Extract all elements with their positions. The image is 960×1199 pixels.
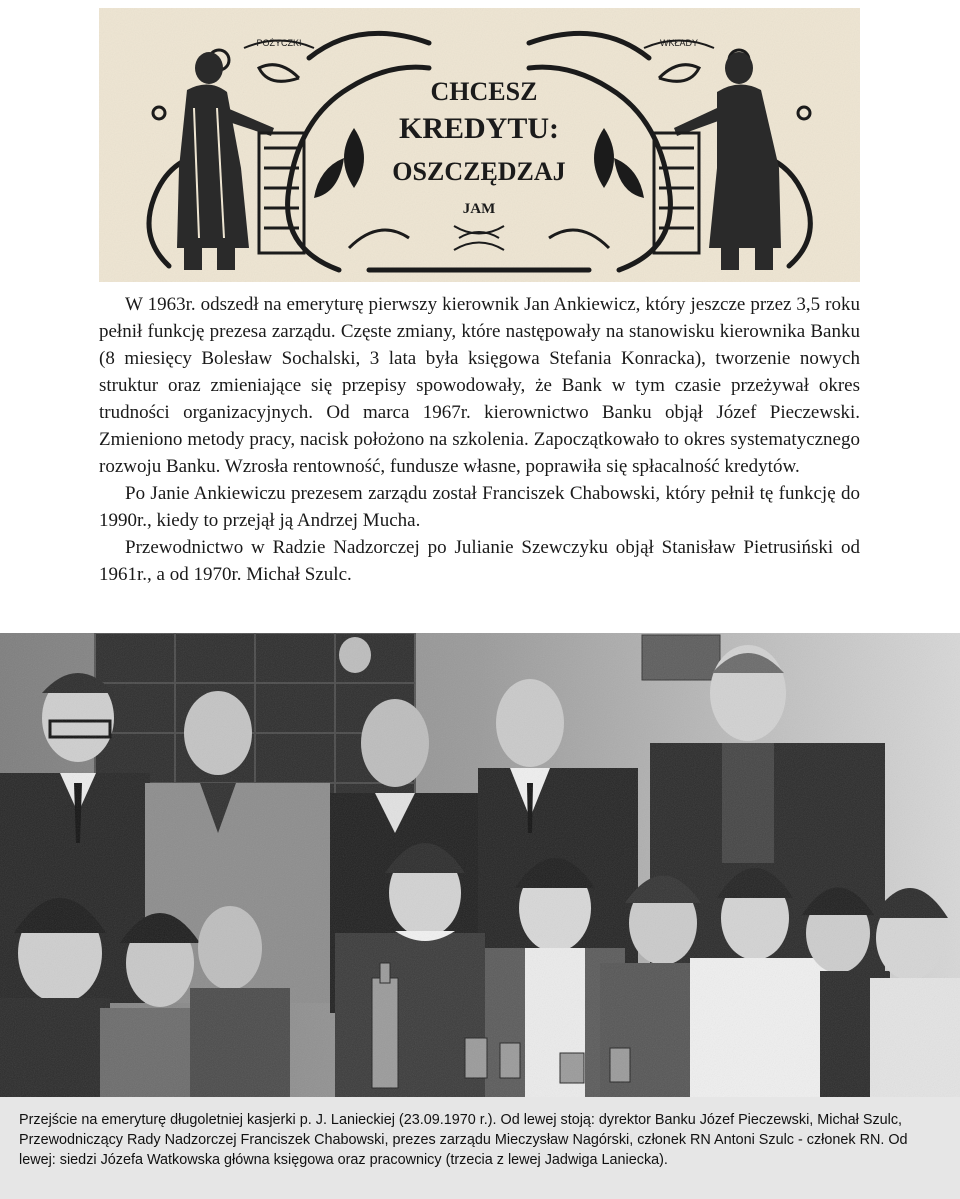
poster-monogram: JAM — [462, 201, 496, 217]
vintage-bank-poster — [99, 8, 860, 282]
photo-caption: Przejście na emeryturę długoletniej kasjerki p. J. Lanieckiej (23.09.1970 r.). Od lewej stoją: dyrektor Banku Józef Pieczewski, Michał Szulc, Przewodniczący Rady Nadzorczej Franciszek Chabowski, prezes zarządu Mieczysław Nagórski, członek RN Antoni Szulc - członek RN. Od lewej: siedzi Józefa Watkowska główna księgowa oraz pracownicy (trzecia z lewej Jadwiga Laniecka). — [0, 1097, 960, 1199]
article-paragraph: W 1963r. odszedł na emeryturę pierwszy kierownik Jan Ankiewicz, który jeszcze przez 3,5 roku pełnił funkcję prezesa zarządu. Częste zmiany, które następowały na stanowisku kierownika Banku (8 miesięcy Bolesław Sochalski, 3 lata była księgowa Stefania Konracka), tworzenie nowych struktur oraz zmieniające się przepisy spowodowały, że Bank w tym czasie przeżywał okres trudności organizacyjnych. Od marca 1967r. kierownictwo Banku objął Józef Pieczewski. Zmieniono metody pracy, nacisk położono na szkolenia. Zapoczątkowało to okres systematycznego rozwoju Banku. Wzrosła rentowność, fundusze własne, poprawiła się spłacalność kredytów. — [99, 294, 860, 477]
ribbon-left-label: POŻYCZKI — [256, 38, 302, 48]
group-photo — [0, 633, 960, 1097]
ribbon-right-label: WKŁADY — [659, 38, 699, 48]
poster-line-1: CHCESZ — [430, 77, 538, 106]
article-paragraph: Przewodnictwo w Radzie Nadzorczej po Julianie Szewczyku objął Stanisław Pietrusiński od 1961r., a od 1970r. Michał Szulc. — [99, 537, 860, 585]
article-paragraph: Po Janie Ankiewiczu prezesem zarządu został Franciszek Chabowski, który pełnił tę funkcję do 1990r., kiedy to przejął ją Andrzej Mucha. — [99, 483, 860, 531]
poster-line-3: OSZCZĘDZAJ — [392, 157, 566, 186]
poster-drawing — [99, 8, 860, 282]
article-text — [99, 291, 860, 588]
group-photo-drawing — [0, 633, 960, 1097]
poster-line-2: KREDYTU: — [398, 112, 560, 145]
